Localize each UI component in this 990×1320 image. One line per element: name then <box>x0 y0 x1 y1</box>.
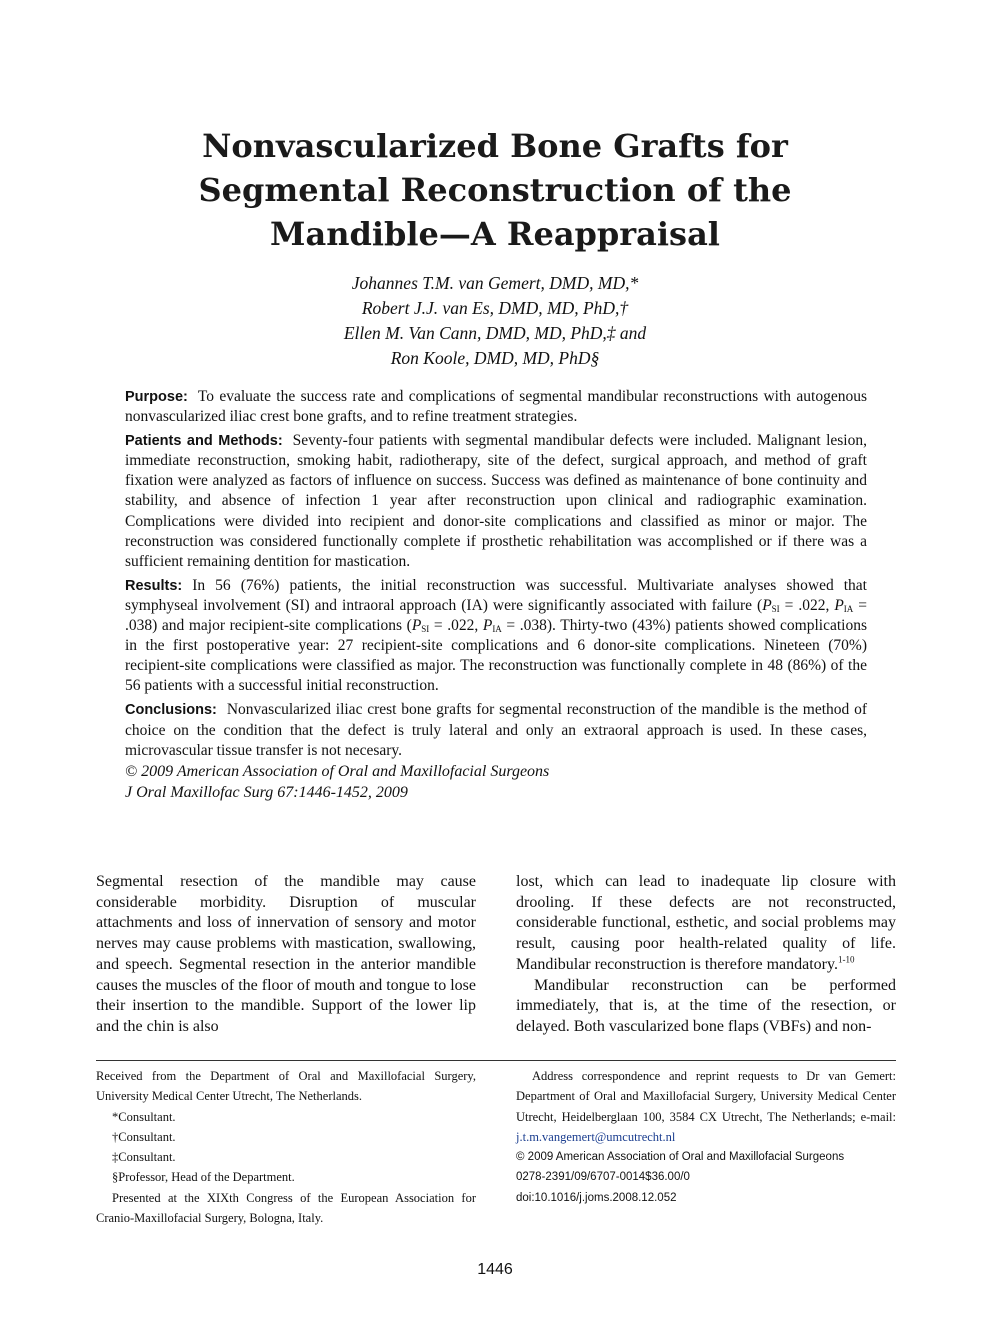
section-text: = .022, <box>429 617 483 635</box>
title-line: Mandible—A Reappraisal <box>270 215 720 253</box>
title-line: Segmental Reconstruction of the <box>198 171 792 209</box>
section-text: To evaluate the success rate and complications of segmental mandibular reconstructions with autogenous nonvascularized iliac crest bone grafts, and to refine treatment strategies. <box>125 388 867 426</box>
p-symbol: P <box>834 596 844 614</box>
p-symbol: P <box>762 596 772 614</box>
journal-citation: J Oral Maxillofac Surg 67:1446-1452, 2009 <box>125 783 408 801</box>
p-symbol: P <box>482 617 493 635</box>
abstract <box>125 387 867 803</box>
email-link[interactable]: j.t.m.vangemert@umcutrecht.nl <box>516 1129 676 1144</box>
abstract-purpose <box>125 387 867 427</box>
section-text: = .038). Thirty-two (43%) patients showed complications in the first postoperative year: 27 recipient-site complications and 6 donor-site complications. Nineteen (70%) recipient-site complications were classified as major. The reconstruction was functionally complete in 48 (86%) of the 56 patients with a successful initial reconstruction. <box>125 617 868 695</box>
subscript: IA <box>843 603 854 614</box>
section-text: = .038) and major recipient-site complications ( <box>125 596 867 635</box>
author-line: Robert J.J. van Es, DMD, MD, PhD,† <box>361 298 629 318</box>
footnote-divider <box>96 1060 896 1061</box>
section-text: Nonvascularized iliac crest bone grafts for segmental reconstruction of the mandible is the method of choice on the condition that the defect is truly lateral and only an extraoral approach is used. In these cases, microvascular tissue transfer is not necesary. <box>125 701 867 759</box>
subscript: IA <box>492 624 502 635</box>
body-paragraph: Segmental resection of the mandible may cause considerable morbidity. Disruption of muscular attachments and loss of innervation of sensory and motor nerves may cause problems with mastication, swallowing, and speech. Segmental resection in the anterior mandible causes the muscles of the floor of mouth and tongue to lose their insertion to the mandible. Support of the lower lip and the chin is also <box>96 873 476 1035</box>
abstract-conclusions <box>125 700 867 760</box>
section-text: Seventy-four patients with segmental mandibular defects were included. Malignant lesion, immediate reconstruction, smoking habit, radiotherapy, site of the defect, surgical approach, and method of graft fixation were analyzed as factors of influence on success. Success was defined as maintenance of bone continuity and stability, and absence of infection 1 year after reconstruction upon clinical and radiographic examination. Complications were divided into recipient and donor-site complications and classified as minor or major. The reconstruction was considered functionally complete if prosthetic rehabilitation was accomplished or if there was a sufficient remaining dentition for mastication. <box>125 432 867 570</box>
reference-citation: 1-10 <box>837 954 855 965</box>
author-line: Ellen M. Van Cann, DMD, MD, PhD,‡ and <box>343 323 647 343</box>
footnote: †Consultant. <box>112 1129 176 1144</box>
body-paragraph <box>516 872 896 976</box>
body-column-right <box>516 872 896 1038</box>
footnotes-left <box>96 1066 476 1228</box>
footnote-received: Received from the Department of Oral and Maxillofacial Surgery, University Medical Center Utrecht, The Netherlands. <box>96 1069 476 1104</box>
author-list <box>0 271 990 371</box>
footnote-presented: Presented at the XIXth Congress of the European Association for Cranio-Maxillofacial Surgery, Bologna, Italy. <box>96 1190 476 1226</box>
abstract-results <box>125 576 867 697</box>
footnote-doi: doi:10.1016/j.joms.2008.12.052 <box>516 1191 677 1204</box>
footnote: ‡Consultant. <box>112 1150 176 1165</box>
author-line: Johannes T.M. van Gemert, DMD, MD,* <box>351 273 639 293</box>
p-symbol: P <box>411 617 422 635</box>
author-line: Ron Koole, DMD, MD, PhD§ <box>390 348 600 368</box>
body-column-left <box>96 872 476 1038</box>
abstract-copyright: © 2009 American Association of Oral and Maxillofacial Surgeons <box>125 762 550 780</box>
footnotes-right <box>516 1066 896 1208</box>
page-number: 1446 <box>477 1261 513 1278</box>
section-text: = .022, <box>779 596 835 614</box>
footnote: §Professor, Head of the Department. <box>112 1170 295 1185</box>
section-label: Patients and Methods: <box>125 433 283 450</box>
article-title <box>0 124 990 256</box>
section-label: Purpose: <box>125 389 188 405</box>
section-label: Results: <box>125 577 183 594</box>
section-label: Conclusions: <box>125 702 217 719</box>
paragraph-text: lost, which can lead to inadequate lip closure with drooling. If these defects are not reconstructed, considerable functional, esthetic, and social problems may result, causing poor health-related quality of life. Mandibular reconstruction is therefore mandatory. <box>516 873 896 973</box>
section-text: In 56 (76%) patients, the initial reconstruction was successful. Multivariate analyses showed that symphyseal involvement (SI) and intraoral approach (IA) were significantly associated with failure ( <box>125 576 867 614</box>
subscript: SI <box>421 624 430 635</box>
correspondence-address <box>516 1066 896 1147</box>
title-line: Nonvascularized Bone Grafts for <box>202 127 788 165</box>
footnote-issn: 0278-2391/09/6707-0014$36.00/0 <box>516 1171 690 1184</box>
subscript: SI <box>771 603 780 614</box>
footnote-copyright: © 2009 American Association of Oral and Maxillofacial Surgeons <box>516 1151 845 1164</box>
footnote: *Consultant. <box>112 1109 176 1124</box>
address-text: Address correspondence and reprint requests to Dr van Gemert: Department of Oral and Maxillofacial Surgery, University Medical Center Utrecht, Heidelberglaan 100, 3584 CX Utrecht, The Netherlands; e-mail: <box>516 1069 896 1124</box>
body-paragraph: Mandibular reconstruction can be performed immediately, that is, at the time of the resection, or delayed. Both vascularized bone flaps (VBFs) and non- <box>516 976 896 1035</box>
abstract-methods <box>125 431 867 572</box>
